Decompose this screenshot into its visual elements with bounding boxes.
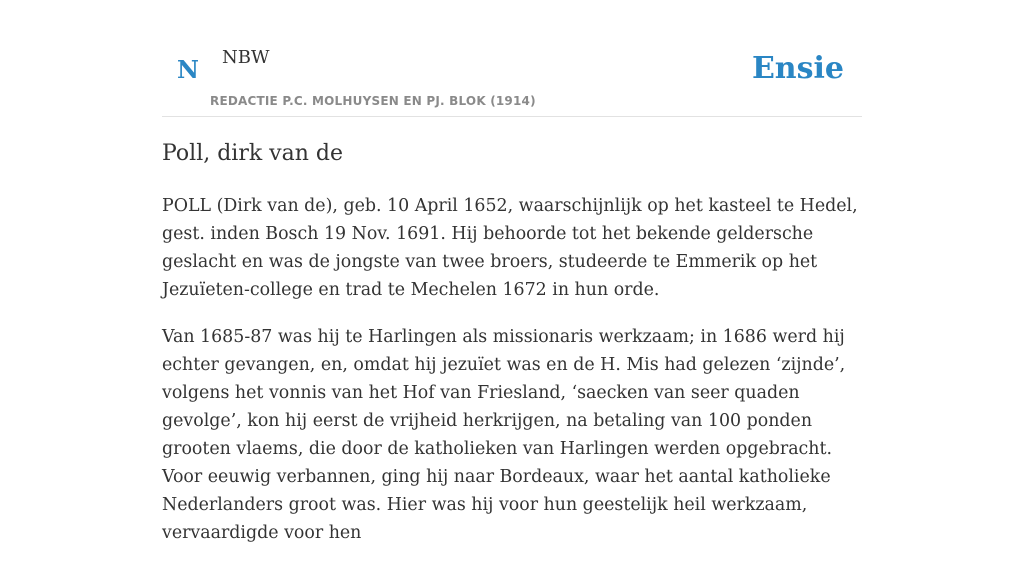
source-editors: REDACTIE P.C. MOLHUYSEN EN PJ. BLOK (1914) bbox=[210, 94, 536, 108]
article-paragraph: Van 1685-87 was hij te Harlingen als missionaris werkzaam; in 1686 werd hij echter gevangen, en, omdat hij jezuïet was en de H. Mis had gelezen ‘zijnde’, volgens het vonnis van het Hof van Friesland, ‘saecken van seer quaden gevolge’, kon hij eerst de vrijheid herkrijgen, na betaling van 100 ponden grooten vlaems, die door de katholieken van Harlingen werden opgebracht. Voor eeuwig verbannen, ging hij naar Bordeaux, waar het aantal katholieke Nederlanders groot was. Hier was hij voor hun geestelijk heil werkzaam, vervaardigde voor hen bbox=[162, 327, 846, 543]
article-title: Poll, dirk van de bbox=[162, 141, 343, 166]
source-name-link[interactable]: NBW bbox=[222, 47, 270, 68]
article-body bbox=[162, 192, 862, 566]
source-logo-icon: N bbox=[177, 55, 199, 84]
source-header bbox=[162, 0, 862, 117]
article-paragraph: POLL (Dirk van de), geb. 10 April 1652, waarschijnlijk op het kasteel te Hedel, gest. inden Bosch 19 Nov. 1691. Hij behoorde tot het bekende geldersche geslacht en was de jongste van twee broers, studeerde te Emmerik op het Jezuïeten-college en trad te Mechelen 1672 in hun orde. bbox=[162, 196, 858, 300]
ensie-logo[interactable]: Ensie bbox=[751, 51, 844, 86]
